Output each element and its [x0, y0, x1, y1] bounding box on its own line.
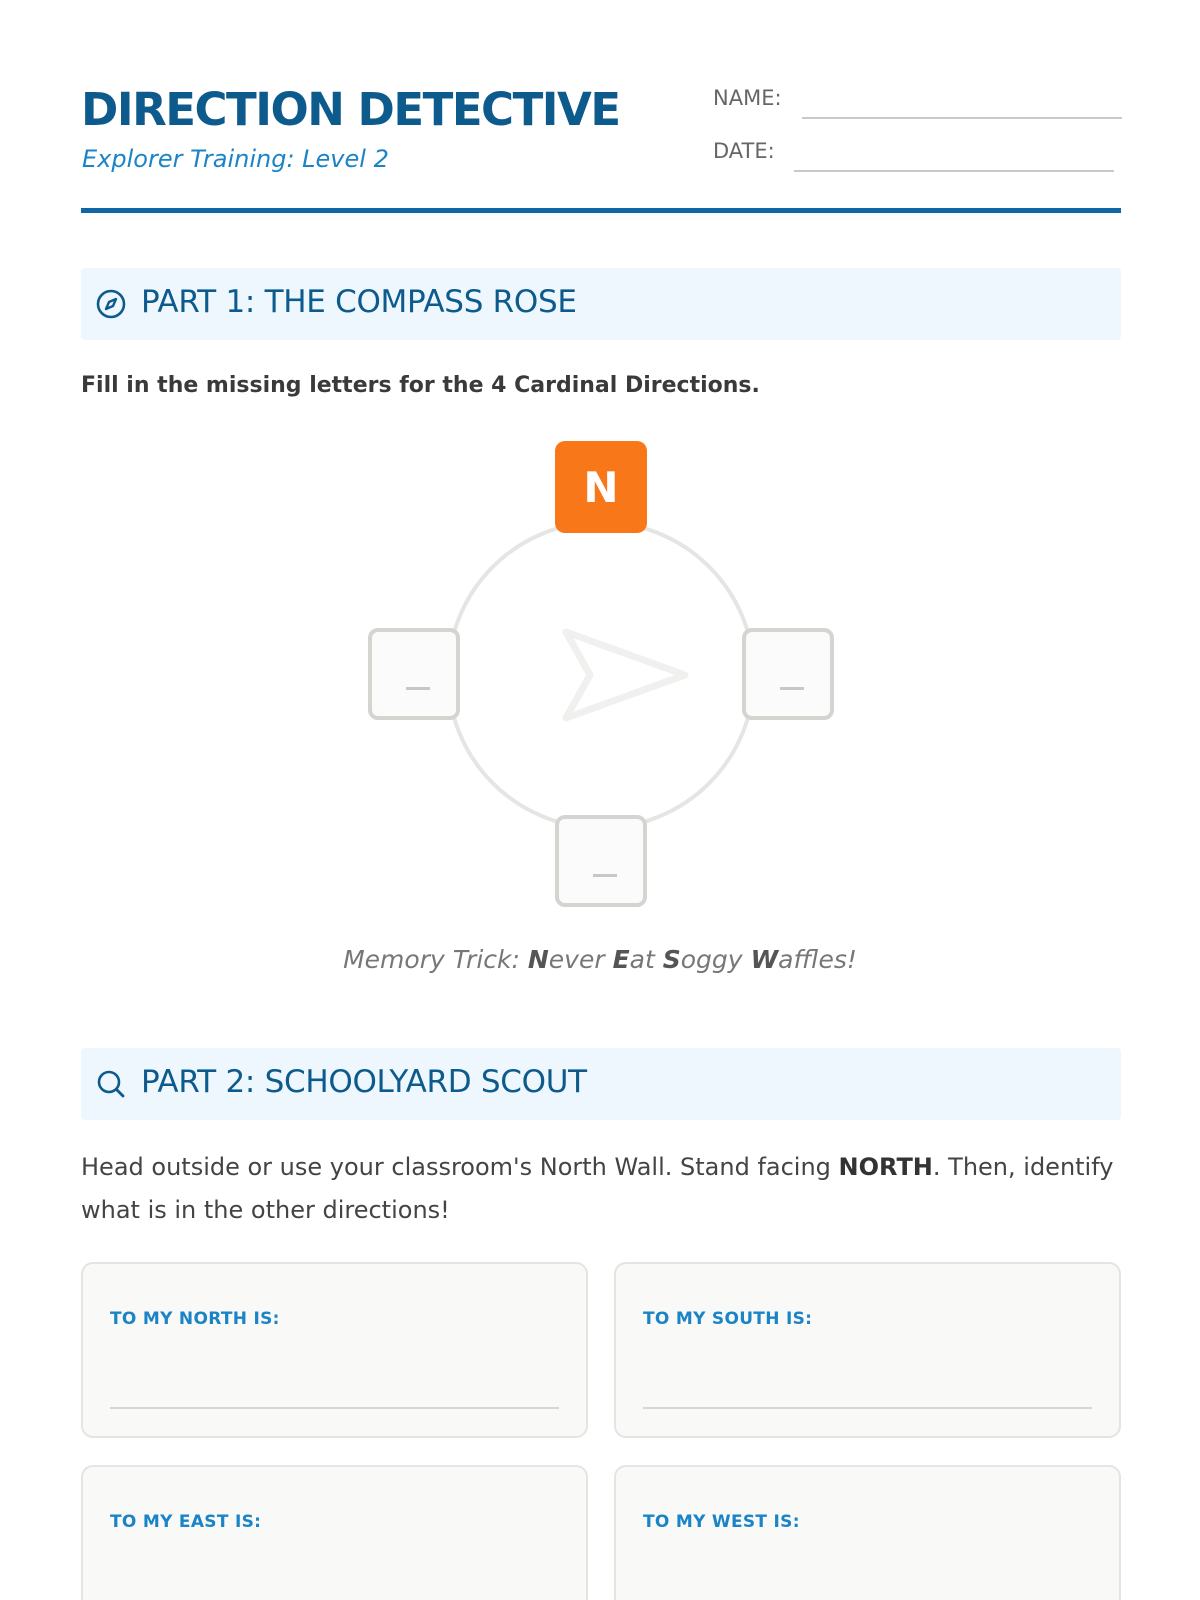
card-label: TO MY SOUTH IS:	[643, 1309, 813, 1329]
south-letter-box[interactable]	[555, 815, 647, 907]
name-label: NAME:	[713, 86, 782, 110]
east-letter-box[interactable]	[742, 628, 834, 720]
memory-rest: affles!	[778, 945, 857, 974]
north-answer-card[interactable]	[81, 1262, 588, 1438]
north-badge	[555, 441, 647, 533]
blank-underscore	[780, 687, 804, 690]
instruction-text: Head outside or use your classroom's North Wall. Stand facing	[81, 1153, 839, 1181]
date-label: DATE:	[713, 139, 775, 163]
worksheet-title: DIRECTION DETECTIVE	[81, 83, 620, 136]
north-letter: N	[583, 462, 619, 512]
blank-underscore	[593, 874, 617, 877]
part2-instruction	[81, 1146, 1126, 1232]
compass-ring	[448, 522, 754, 828]
memory-rest: oggy	[680, 945, 743, 974]
part2-banner	[81, 1048, 1121, 1120]
card-label: TO MY EAST IS:	[110, 1512, 262, 1532]
part2-title: PART 2: SCHOOLYARD SCOUT	[141, 1064, 587, 1100]
memory-initial: W	[750, 945, 779, 974]
east-answer-card[interactable]	[81, 1465, 588, 1600]
part1-title: PART 1: THE COMPASS ROSE	[141, 284, 577, 320]
answer-line[interactable]	[110, 1407, 559, 1409]
memory-initial: S	[662, 945, 681, 974]
worksheet-subtitle: Explorer Training: Level 2	[82, 145, 389, 173]
west-letter-box[interactable]	[368, 628, 460, 720]
card-label: TO MY NORTH IS:	[110, 1309, 280, 1329]
memory-rest: at	[629, 945, 655, 974]
memory-prefix: Memory Trick:	[343, 945, 528, 974]
instruction-text: . Then, identify what is in the other directions!	[81, 1153, 1114, 1224]
answer-line[interactable]	[643, 1407, 1092, 1409]
blank-underscore	[406, 687, 430, 690]
search-icon	[95, 1068, 127, 1100]
card-label: TO MY WEST IS:	[643, 1512, 800, 1532]
instruction-emphasis: NORTH	[838, 1153, 933, 1181]
west-answer-card[interactable]	[614, 1465, 1121, 1600]
memory-initial: E	[612, 945, 630, 974]
part1-instruction: Fill in the missing letters for the 4 Cardinal Directions.	[81, 373, 760, 398]
memory-trick	[0, 945, 1200, 974]
south-answer-card[interactable]	[614, 1262, 1121, 1438]
memory-rest: ever	[548, 945, 605, 974]
pointer-arrow-icon	[566, 632, 685, 718]
memory-initial: N	[527, 945, 549, 974]
